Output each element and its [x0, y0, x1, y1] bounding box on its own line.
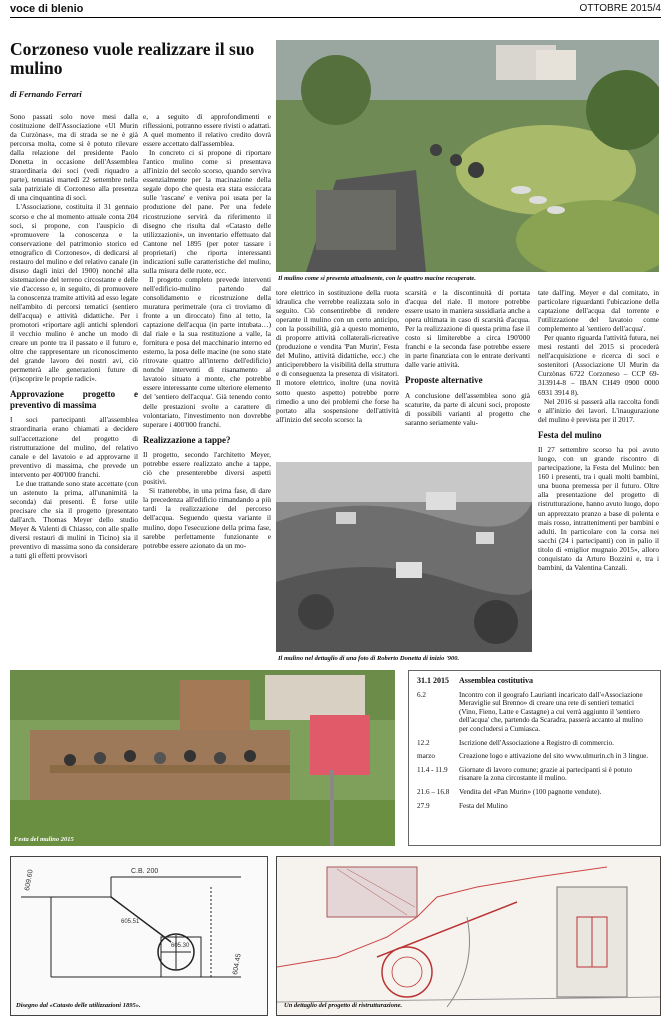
timeline-row [417, 766, 652, 783]
paragraph: A conclusione dell'assemblea sono già scaturite, da parte di alcuni soci, proposte di possibili varianti al progetto che saranno seriamente valu- [405, 390, 530, 428]
photo-mill-ruins [276, 40, 659, 272]
drawing-label: 605.51 [121, 919, 140, 925]
timeline-date: 12.2 [417, 738, 430, 747]
caption-photo-festa: Festa del mulino 2015 [14, 836, 74, 843]
article-title: Corzoneso vuole realizzare il suo mulino [10, 39, 255, 78]
paragraph: In concreto ci si propone di riportare l'antico mulino come si presentava all'inizio del secolo scorso, quando serviva essenzialmente per la macinazione della segale dopo che questa era stata essiccata sulle 'rascane' e veniva poi usata per la produzione del pane. Per una fedele ricostruzione servirà da riferimento il disegno che risulta dal «Catasto delle utilizzazioni», un inventario effettuato dal Cantone nel 1895 (per poter tassare i proprietari) che riporta interessanti indicazioni sulle caratteristiche del mulino, sulla misura delle ruote, ecc. [143, 148, 271, 275]
timeline-event: Iscrizione dell'Associazione a Registro di commercio. [459, 738, 614, 747]
photo-festa-image [10, 670, 395, 846]
paragraph: e, a seguito di approfondimenti e riflessioni, potranno essere rivisti o adattati. A quel momento il relativo credito dovrà essere accettato dall'assemblea. [143, 112, 271, 149]
timeline-event: Creazione logo e attivazione del sito www.ulmurin.ch in 3 lingue. [459, 752, 649, 761]
timeline-row [417, 739, 652, 748]
timeline-event: Giornate di lavoro comune; grazie ai partecipanti si è potuto risanare la zona circostante il mulino. [459, 765, 633, 783]
paragraph: L'Associazione, costituita il 31 gennaio scorso e che al momento attuale conta 204 soci, si propone, con l'auspicio di «promuovere la conoscenza e la conservazione del patrimonio storico ed etnografico di Corzoneso», di dedicarsi al restauro del mulino e del relativo canale (in disuso dagli inizi del 1900) nonché alla sistemazione del terreno circostante e delle vie d'accesso e, in seguito, di promuovere la conoscenza tramite attività ad esso legate nell'ambito di percorsi tematici (sentiero dell'acqua) e attività didattiche. Per i promotori «riportare agli antichi splendori il vecchio mulino è anche un modo di creare un ponte tra il passato e il futuro e, oltre che rappresentare un riconoscimento del grande lavoro dei nostri avi, ciò permetterà alle generazioni future di (ri)scoprire le proprie radici». [10, 202, 138, 384]
paragraph: Le due trattande sono state accettate (con un astenuto la prima, all'unanimità la seconda) dai presenti. È forse utile precisare che sia il progetto (presentato dall'arch. Thomas Meyer dello studio Meyer & Valenti di Chiasso, con alle spalle diversi restauri di mulini in Ticino) sia il preventivo di massima sono da considerare a tutti gli effetti provvisori [10, 478, 138, 561]
paragraph: Il 27 settembre scorso ha poi avuto luogo, con un grande riscontro di partecipazione, la Festa del Mulino: ben 160 i presenti, tra i quali molti bambini, una buona premessa per il futuro. Oltre alla presentazione del progetto di ristrutturazione, hanno avuto luogo, dopo un apprezzato pranzo a base di polenta e mais rosso, intrattenimenti per bambini e adulti. In particolare con la corsa nei sacchi (24 i partecipanti) con in palio il titolo di «miglior mugnaio 2015», alloro conquistato da Arturo Bozzini e, tra i bambini, da Valentina Canzali. [538, 445, 659, 572]
timeline-date: 11.4 - 11.9 [417, 765, 448, 774]
paragraph: Sono passati solo nove mesi dalla costituzione dell'Associazione «Ul Murin da Curzònas», ma di strada se ne è già percorsa molta, come si è potuto rilevare dalla relazione del presidente Paolo Donetta in occasione dell'Assemblea straordinaria dei soci (vedi riquadro a parte), tenutasi martedì 22 settembre nella sala patriziale di Corzoneso alla presenza di una cinquantina di soci. [10, 112, 138, 203]
subheading: Realizzazione a tappe? [143, 434, 231, 445]
timeline-row [417, 752, 652, 761]
paragraph: scarsità e la discontinuità di portata d'acqua del riale. Il motore potrebbe essere usato in maniera sussidiaria anche a opera ultimata in caso di scarsità d'acqua. Per la realizzazione di questa prima fase il costo si limiterebbe a circa 190'000 franchi e la seconda fase potrebbe essere in parte finanziata con le entrate derivanti dalle varie attività. [405, 288, 530, 370]
timeline-date: marzo [417, 752, 435, 761]
section-name: voce di blenio [10, 3, 84, 15]
paragraph: Nel 2016 si passerà alla raccolta fondi e all'inizio dei lavori. L'inaugurazione del mulino è prevista per il 2017. [538, 396, 659, 424]
drawing-label: 605.30 [171, 943, 190, 949]
drawing-label: 604.45 [232, 953, 243, 976]
subheading: Proposte alternative [405, 375, 483, 386]
drawing-catasto-1895 [10, 856, 268, 1016]
timeline-date: 21.6 – 16.8 [417, 787, 450, 796]
drawing-catasto-image [11, 857, 267, 1015]
header-rule [10, 17, 661, 18]
text-column-1 [10, 112, 138, 650]
timeline-event: Vendita del «Pan Murin» (100 pagnotte vendute). [459, 787, 602, 796]
paragraph: Si tratterebbe, in una prima fase, di dare la precedenza all'edificio rimandando a più tardi la realizzazione del percorso dell'acqua. Seguendo questa variante il mulino, dopo l'esecuzione della prima fase, sarebbe perfettamente funzionante e potrebbe essere azionato da un mo- [143, 486, 271, 550]
timeline-date: 31.1 2015 [417, 676, 449, 685]
subheading: Approvazione progetto e preventivo di massima [10, 389, 138, 410]
photo-festa [10, 670, 395, 846]
paragraph: Il progetto completo prevede interventi nell'edificio-mulino partendo dal consolidamento e ricostruzione della muratura perimetrale (ora ci troviamo di fronte a un diroccato) fino al tetto, la captazione dell'acqua (in parte intubata…) dal riale e la sua restituzione a valle, la fornitura e posa del macchinario interno ed esterno, la posa delle macine (ne sono state ritrovate quattro all'interno dell'edificio) nonché interventi di risanamento al lavatoio situato a monte, che potrebbe essere interessante come ulteriore elemento del 'sentiero dell'acqua'. Già tenendo conto delle prestazioni svolte a carattere di volontariato, l'investimento non dovrebbe superare i 400'000 franchi. [143, 274, 271, 429]
photo-mill-ruins-image [276, 40, 659, 272]
timeline-row [417, 677, 652, 686]
drawing-project-image [277, 857, 660, 1015]
text-column-2 [143, 112, 271, 662]
paragraph: tate dall'ing. Meyer e dal comitato, in particolare riguardanti l'ubicazione della captazione dell'acqua dal torrente e l'utilizzazione del lavatoio come complemento al 'sentiero dell'acqua'. [538, 288, 659, 334]
caption-photo-historical: Il mulino nel dettaglio di una foto di Roberto Donetta di inizio '900. [278, 655, 460, 662]
timeline-event: Festa del Mulino [459, 801, 508, 810]
timeline-date: 27.9 [417, 801, 430, 810]
issue-date: OTTOBRE 2015/4 [579, 3, 661, 14]
timeline-event: Incontro con il geografo Laurianti incaricato dall'«Associazione Meraviglie sul Brenno» di creare una rete di sentieri tematici (Vino, Fieno, Latte e Castagne) a cui verrà aggiunto il 'sentiero dell'acqua' che, partendo da Scaradra, passerà accanto al mulino per concludersi a Cumiasca. [459, 690, 643, 733]
timeline-date: 6.2 [417, 690, 426, 699]
caption-photo-mill-ruins: Il mulino come si presenta attualmente, con le quattro macine recuperate. [278, 275, 476, 282]
paragraph: tore elettrico in sostituzione della ruota idraulica che verrebbe realizzata solo in seguito. Ciò consentirebbe di rendere operante il mulino con un certo anticipo, con la possibilità, già a questo momento, di proporre attività collaterali-ricreative (produzione e vendita 'Pan Murin', Festa del Mulino, attività didattiche, ecc.) che anticiperebbero la visibilità della struttura e di conseguenza la presenza di visitatori. Il motore elettrico, inoltre (una novità sotto questo aspetto) potrebbe porre rimedio a uno dei problemi che forse ha portato alla sospensione dell'attività all'inizio del secolo scorso: la [276, 288, 399, 424]
caption-drawing-catasto: Disegno dal «Catasto delle utilizzazioni 1895». [16, 1002, 141, 1009]
timeline-row [417, 802, 652, 811]
drawing-project-detail [276, 856, 661, 1016]
paragraph: Il progetto, secondo l'architetto Meyer, potrebbe essere realizzato anche a tappe, ciò che presenterebbe diversi aspetti positivi. [143, 450, 271, 487]
subheading: Festa del mulino [538, 429, 602, 440]
timeline-row [417, 691, 652, 734]
text-column-5 [538, 288, 659, 650]
photo-historical [276, 462, 532, 652]
text-column-4 [405, 288, 530, 460]
drawing-label: 609.60 [24, 869, 35, 892]
caption-drawing-project: Un dettaglio del progetto di ristrutturazione. [284, 1002, 403, 1009]
paragraph: Per quanto riguarda l'attività futura, nei mesi restanti del 2015 si procederà nell'acquisizione e ricerca di soci e sostenitori (Associazione Ul Murin da Curzònas 6722 Corzoneso – CCP 69-313914-8 – IBAN CH49 0900 0000 6931 3914 8). [538, 333, 659, 397]
text-column-3 [276, 288, 399, 458]
timeline-event: Assemblea costitutiva [459, 676, 533, 685]
timeline-box [408, 670, 661, 846]
paragraph: I soci partecipanti all'assemblea straordinaria erano chiamati a decidere sull'accettazione del progetto di ristrutturazione del mulino, del relativo canale e del lavatoio e ad approvarne il preventivo di massima, che prevede un intervento per 400'000 franchi. [10, 415, 138, 479]
drawing-label: C.B. 200 [131, 868, 159, 875]
photo-historical-image [276, 462, 532, 652]
timeline-row [417, 788, 652, 797]
byline: di Fernando Ferrari [10, 89, 82, 99]
